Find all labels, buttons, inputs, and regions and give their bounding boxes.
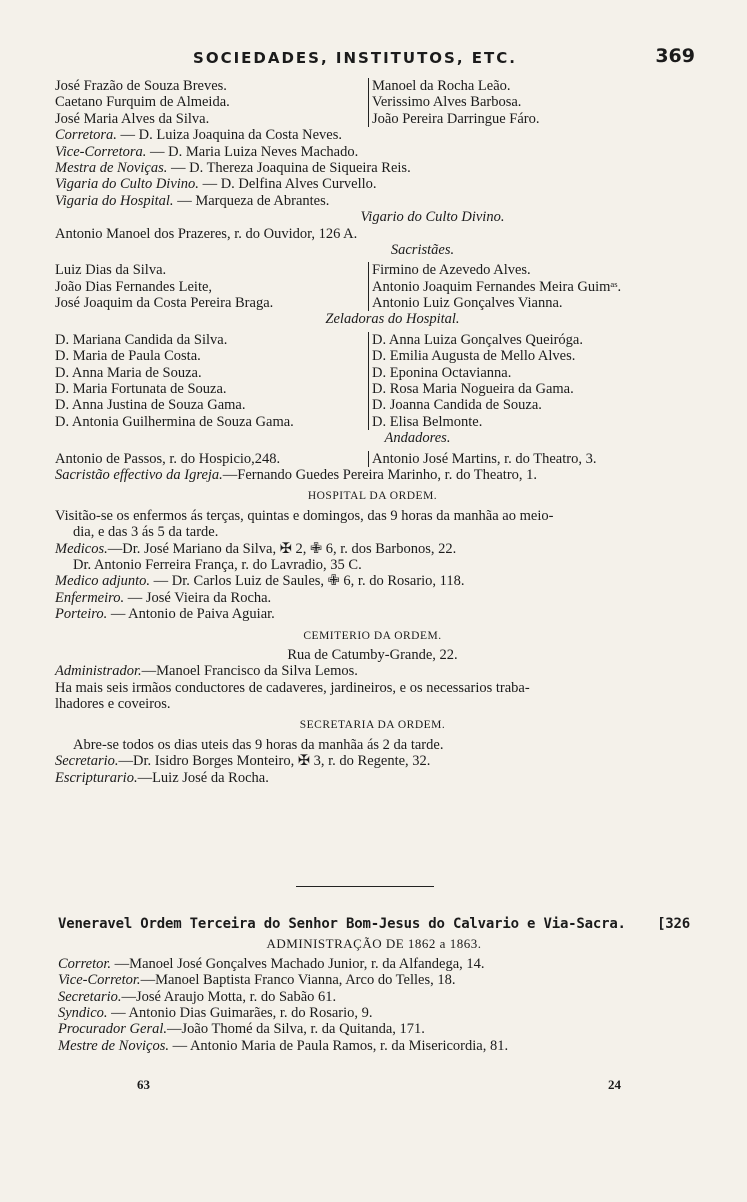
medicos-role: Medicos. bbox=[55, 540, 108, 557]
admin-role: Administrador. bbox=[55, 663, 142, 680]
page-number: 369 bbox=[655, 45, 695, 67]
section-divider bbox=[296, 886, 434, 887]
officer-entry bbox=[55, 160, 690, 176]
veneravel-entry bbox=[58, 1005, 690, 1021]
enfermeiro-role: Enfermeiro. bbox=[55, 589, 125, 606]
adjunto-name: — Dr. Carlos Luiz de Saules, ✙ 6, r. do Rosario, 118. bbox=[153, 573, 465, 590]
veneravel-name: —Manoel Baptista Franco Vianna, Arco do Telles, 18. bbox=[140, 972, 456, 989]
zeladora-entry: D. Maria Fortunata de Souza. bbox=[55, 381, 227, 398]
cemiterio-note: lhadores e coveiros. bbox=[55, 696, 171, 713]
zeladora-entry: D. Mariana Candida da Silva. bbox=[55, 331, 228, 348]
vigario-entry: Antonio Manoel dos Prazeres, r. do Ouvidor, 126 A. bbox=[55, 225, 358, 242]
sacristan-entry: João Dias Fernandes Leite, bbox=[55, 278, 213, 295]
zeladora-entry: D. Rosa Maria Nogueira da Gama. bbox=[372, 381, 574, 398]
porteiro-role: Porteiro. bbox=[55, 606, 108, 623]
veneravel-role: Corretor. bbox=[58, 955, 112, 972]
andadores-heading: Andadores. bbox=[384, 430, 451, 447]
zeladora-entry: D. Antonia Guilhermina de Souza Gama. bbox=[55, 413, 294, 430]
andadores-columns bbox=[55, 451, 690, 467]
veneravel-name: — Antonio Maria de Paula Ramos, r. da Misericordia, 81. bbox=[169, 1037, 509, 1054]
cemiterio-heading: CEMITERIO DA ORDEM. bbox=[303, 629, 442, 642]
officer-entry bbox=[55, 176, 690, 192]
veneravel-title: Veneravel Ordem Terceira do Senhor Bom-Jesus do Calvario e Via-Sacra. bbox=[58, 916, 626, 932]
officer-name: — D. Thereza Joaquina de Siqueira Reis. bbox=[170, 159, 411, 176]
medicos-entry bbox=[55, 541, 690, 557]
page-footer bbox=[0, 1077, 747, 1097]
medicos-name: —Dr. José Mariano da Silva, ✠ 2, ✙ 6, r. dos Barbonos, 22. bbox=[107, 540, 457, 557]
secretario-entry bbox=[55, 753, 690, 769]
cemiterio-note: Ha mais seis irmãos conductores de cadaveres, jardineiros, e os necessarios traba- bbox=[55, 679, 530, 696]
veneravel-role: Vice-Corretor. bbox=[58, 972, 141, 989]
medicos-entry: Dr. Antonio Ferreira França, r. do Lavradio, 35 C. bbox=[73, 556, 362, 573]
andador-entry: Antonio de Passos, r. do Hospicio,248. bbox=[55, 450, 281, 467]
sacristao-effectivo bbox=[55, 467, 690, 483]
porteiro-entry bbox=[55, 606, 690, 622]
main-content bbox=[55, 78, 690, 786]
zeladora-entry: D. Anna Justina de Souza Gama. bbox=[55, 397, 246, 414]
veneravel-entry bbox=[58, 1038, 690, 1054]
officer-role: Mestra de Noviças. bbox=[55, 159, 168, 176]
adjunto-entry bbox=[55, 573, 690, 589]
veneravel-role: Secretario. bbox=[58, 988, 122, 1005]
zeladora-entry: D. Eponina Octavianna. bbox=[372, 364, 512, 381]
andador-entry: Antonio José Martins, r. do Theatro, 3. bbox=[372, 450, 597, 467]
officer-name: — Marqueza de Abrantes. bbox=[177, 192, 330, 209]
officer-role: Vigaria do Culto Divino. bbox=[55, 176, 199, 193]
name-entry: José Frazão de Souza Breves. bbox=[55, 78, 227, 94]
escripturario-role: Escripturario. bbox=[55, 769, 138, 786]
zeladora-entry: D. Maria de Paula Costa. bbox=[55, 348, 201, 365]
veneravel-role: Syndico. bbox=[58, 1004, 108, 1021]
veneravel-entry bbox=[58, 989, 690, 1005]
sacristan-entry: José Joaquim da Costa Pereira Braga. bbox=[55, 295, 274, 312]
zeladora-entry: D. Elisa Belmonte. bbox=[372, 413, 483, 430]
signature-mark-left: 63 bbox=[137, 1077, 150, 1092]
officer-entry bbox=[55, 144, 690, 160]
name-entry: José Maria Alves da Silva. bbox=[55, 110, 210, 127]
veneravel-name: —Manoel José Gonçalves Machado Junior, r. da Alfandega, 14. bbox=[111, 955, 485, 972]
veneravel-ref: [326 bbox=[657, 916, 690, 932]
sacristan-entry: Luiz Dias da Silva. bbox=[55, 262, 167, 279]
sacristaes-columns bbox=[55, 262, 690, 311]
secretaria-heading: SECRETARIA DA ORDEM. bbox=[299, 719, 446, 732]
zeladora-entry: D. Anna Luiza Gonçalves Queiróga. bbox=[372, 331, 583, 348]
vigario-heading: Vigario do Culto Divino. bbox=[360, 209, 505, 226]
officer-role: Vice-Corretora. bbox=[55, 143, 147, 160]
signature-mark-right: 24 bbox=[608, 1077, 621, 1092]
name-entry: Verissimo Alves Barbosa. bbox=[372, 94, 522, 111]
veneravel-section bbox=[58, 916, 690, 1054]
officer-name: — D. Delfina Alves Curvello. bbox=[202, 176, 377, 193]
veneravel-name: — Antonio Dias Guimarães, r. do Rosario, 9. bbox=[107, 1004, 373, 1021]
top-names-columns bbox=[55, 78, 690, 127]
secretario-name: —Dr. Isidro Borges Monteiro, ✠ 3, r. do Regente, 32. bbox=[118, 753, 431, 770]
veneravel-name: —João Thomé da Silva, r. da Quitanda, 171. bbox=[167, 1021, 425, 1038]
adjunto-role: Medico adjunto. bbox=[55, 573, 151, 590]
officer-entry bbox=[55, 193, 690, 209]
cemiterio-address: Rua de Catumby-Grande, 22. bbox=[287, 646, 458, 663]
officer-role: Vigaria do Hospital. bbox=[55, 192, 174, 209]
officer-role: Corretora. bbox=[55, 127, 117, 144]
veneravel-role: Mestre de Noviços. bbox=[58, 1037, 170, 1054]
escripturario-entry bbox=[55, 770, 690, 786]
running-header bbox=[55, 45, 695, 72]
veneravel-name: —José Araujo Motta, r. do Sabão 61. bbox=[121, 988, 337, 1005]
officer-entry bbox=[55, 127, 690, 143]
admin-name: —Manoel Francisco da Silva Lemos. bbox=[141, 663, 358, 680]
hospital-heading: HOSPITAL DA ORDEM. bbox=[307, 490, 438, 503]
enfermeiro-name: — José Vieira da Rocha. bbox=[127, 589, 272, 606]
sacristan-entry: Antonio Joaquim Fernandes Meira Guimᵃˢ. bbox=[372, 278, 622, 295]
secretario-role: Secretario. bbox=[55, 753, 119, 770]
veneravel-entry bbox=[58, 972, 690, 988]
hospital-visit-line: Visitão-se os enfermos ás terças, quintas e domingos, das 9 horas da manhãa ao meio- bbox=[55, 507, 554, 524]
veneravel-role: Procurador Geral. bbox=[58, 1021, 168, 1038]
sacristaes-heading: Sacristães. bbox=[390, 241, 455, 258]
header-title: SOCIEDADES, INSTITUTOS, ETC. bbox=[193, 49, 517, 67]
officer-name: — D. Luiza Joaquina da Costa Neves. bbox=[120, 127, 343, 144]
enfermeiro-entry bbox=[55, 590, 690, 606]
zeladoras-columns bbox=[55, 332, 690, 430]
administration-heading: ADMINISTRAÇÃO DE 1862 a 1863. bbox=[266, 936, 482, 952]
veneravel-entry bbox=[58, 956, 690, 972]
hospital-visit-line: dia, e das 3 ás 5 da tarde. bbox=[73, 524, 219, 541]
cemiterio-admin bbox=[55, 663, 690, 679]
name-entry: Manoel da Rocha Leão. bbox=[372, 78, 511, 94]
sacristao-name: —Fernando Guedes Pereira Marinho, r. do Theatro, 1. bbox=[222, 466, 538, 483]
escripturario-name: —Luiz José da Rocha. bbox=[137, 769, 269, 786]
zeladora-entry: D. Emilia Augusta de Mello Alves. bbox=[372, 348, 576, 365]
porteiro-name: — Antonio de Paiva Aguiar. bbox=[110, 606, 275, 623]
sacristan-entry: Firmino de Azevedo Alves. bbox=[372, 262, 531, 279]
zeladora-entry: D. Anna Maria de Souza. bbox=[55, 364, 202, 381]
officers-list bbox=[55, 127, 690, 209]
name-entry: Caetano Furquim de Almeida. bbox=[55, 94, 230, 111]
sacristan-entry: Antonio Luiz Gonçalves Vianna. bbox=[372, 295, 563, 312]
officer-name: — D. Maria Luiza Neves Machado. bbox=[150, 143, 359, 160]
sacristao-role: Sacristão effectivo da Igreja. bbox=[55, 466, 223, 483]
veneravel-title-line bbox=[58, 916, 690, 932]
name-entry: João Pereira Darringue Fáro. bbox=[372, 110, 540, 127]
zeladoras-heading: Zeladoras do Hospital. bbox=[325, 311, 460, 328]
veneravel-entry bbox=[58, 1021, 690, 1037]
secretaria-hours: Abre-se todos os dias uteis das 9 horas da manhãa ás 2 da tarde. bbox=[73, 736, 444, 753]
zeladora-entry: D. Joanna Candida de Souza. bbox=[372, 397, 542, 414]
